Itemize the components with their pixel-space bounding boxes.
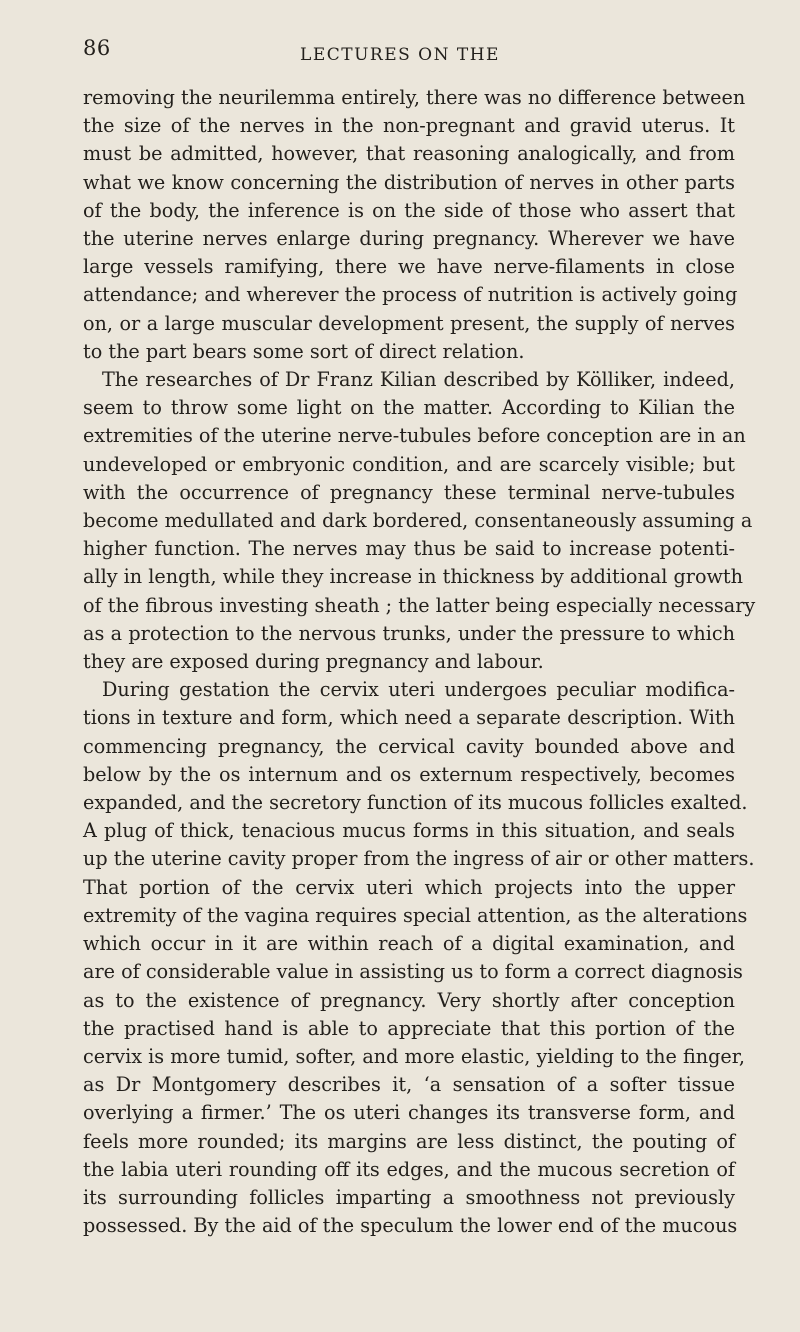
body-text <box>83 84 756 1240</box>
text-line: they are exposed during pregnancy and labour. <box>83 650 544 674</box>
text-line: become medullated and dark bordered, consentaneously assuming a <box>83 509 753 533</box>
text-line: tions in texture and form, which need a separate description. With <box>83 706 735 730</box>
text-line: of the body, the inference is on the side of those who assert that <box>83 198 735 222</box>
text-line: are of considerable value in assisting us to form a correct diagnosis <box>83 960 743 984</box>
text-line: the labia uteri rounding off its edges, and the mucous secretion of <box>83 1157 735 1181</box>
text-line: cervix is more tumid, softer, and more elastic, yielding to the finger, <box>83 1044 745 1068</box>
text-line: The researches of Dr Franz Kilian described by Kölliker, indeed, <box>102 368 735 392</box>
text-line: to the part bears some sort of direct relation. <box>83 339 525 363</box>
text-line: extremity of the vagina requires special attention, as the alterations <box>83 903 748 927</box>
text-line: That portion of the cervix uteri which projects into the upper <box>83 875 735 899</box>
text-line: large vessels ramifying, there we have nerve-filaments in close <box>83 255 735 279</box>
text-line: attendance; and wherever the process of nutrition is actively going <box>83 283 738 307</box>
text-line: with the occurrence of pregnancy these terminal nerve-tubules <box>83 480 735 504</box>
text-line: what we know concerning the distribution of nerves in other parts <box>83 170 735 194</box>
text-line: ally in length, while they increase in thickness by additional growth <box>83 565 743 589</box>
page-number: 86 <box>83 36 111 60</box>
text-line: the uterine nerves enlarge during pregnancy. Wherever we have <box>83 227 735 251</box>
text-line: removing the neurilemma entirely, there was no difference between <box>83 86 746 109</box>
running-head: LECTURES ON THE <box>300 45 500 65</box>
text-line: possessed. By the aid of the speculum the lower end of the mucous <box>83 1214 738 1238</box>
text-line: as to the existence of pregnancy. Very shortly after conception <box>83 988 735 1012</box>
text-line: up the uterine cavity proper from the ingress of air or other matters. <box>83 847 755 871</box>
text-line: of the fibrous investing sheath ; the latter being especially necessary <box>83 593 756 617</box>
text-line: A plug of thick, tenacious mucus forms in this situation, and seals <box>83 819 735 843</box>
text-line: commencing pregnancy, the cervical cavity bounded above and <box>83 734 735 758</box>
text-line: extremities of the uterine nerve-tubules before conception are in an <box>83 424 746 448</box>
text-line: which occur in it are within reach of a digital examination, and <box>83 932 735 956</box>
text-line: expanded, and the secretory function of its mucous follicles exalted. <box>83 791 748 815</box>
text-line: feels more rounded; its margins are less distinct, the pouting of <box>83 1129 735 1153</box>
text-line: the practised hand is able to appreciate that this portion of the <box>83 1016 735 1040</box>
text-line: on, or a large muscular development present, the supply of nerves <box>83 311 735 335</box>
text-line: seem to throw some light on the matter. According to Kilian the <box>83 396 735 420</box>
text-line: as a protection to the nervous trunks, under the pressure to which <box>83 621 735 645</box>
text-line: below by the os internum and os externum respectively, becomes <box>83 762 735 786</box>
text-line: the size of the nerves in the non-pregnant and gravid uterus. It <box>83 114 735 138</box>
text-line: overlying a firmer.’ The os uteri changes its transverse form, and <box>83 1101 735 1125</box>
text-line: undeveloped or embryonic condition, and are scarcely visible; but <box>83 452 735 476</box>
text-line: higher function. The nerves may thus be said to increase potenti- <box>83 537 735 561</box>
text-line: During gestation the cervix uteri undergoes peculiar modifica- <box>102 678 735 702</box>
text-line: its surrounding follicles imparting a smoothness not previously <box>83 1185 735 1209</box>
text-line: as Dr Montgomery describes it, ‘a sensation of a softer tissue <box>83 1073 735 1097</box>
text-line: must be admitted, however, that reasoning analogically, and from <box>83 142 735 166</box>
